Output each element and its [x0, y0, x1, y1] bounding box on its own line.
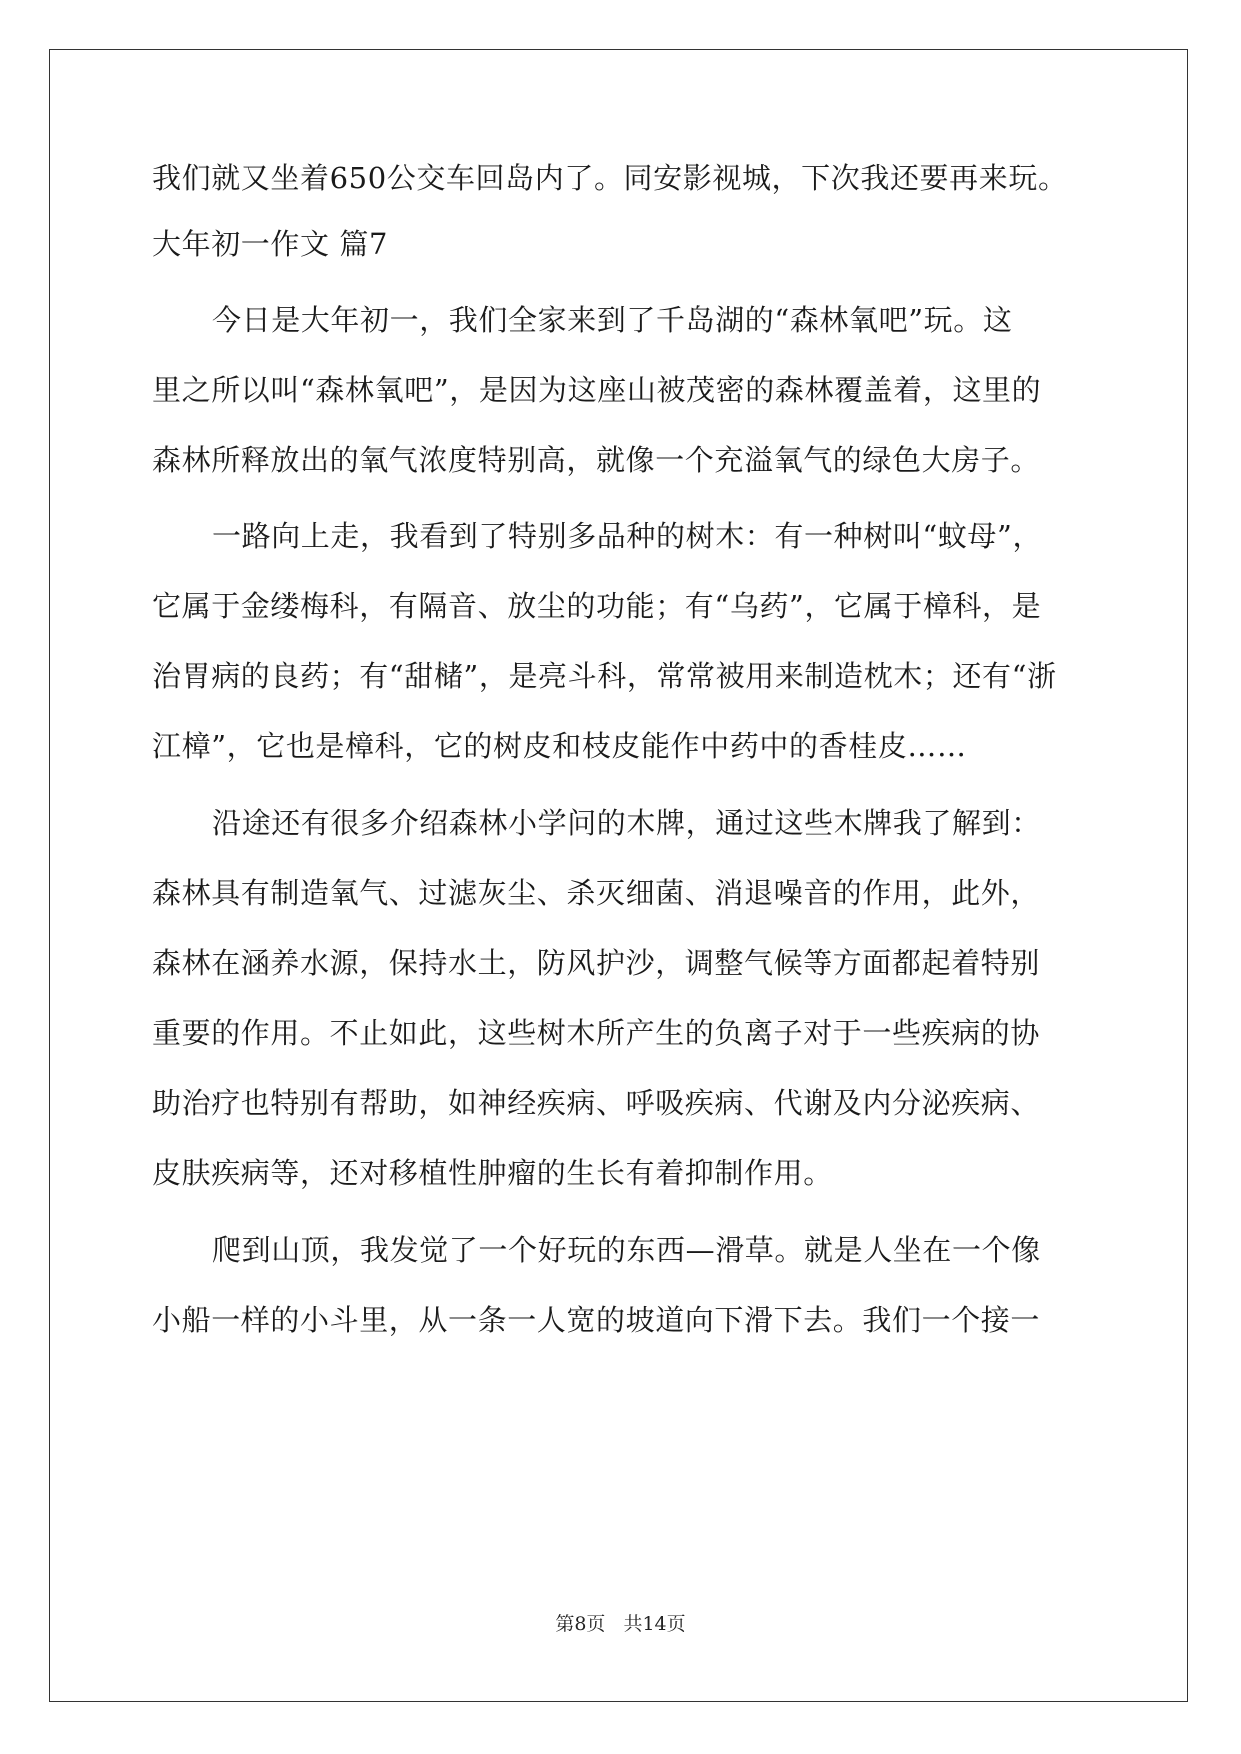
text-line: 一路向上走，我看到了特别多品种的树木：有一种树叫“蚊母”， [212, 519, 1043, 553]
text-line: 里之所以叫“森林氧吧”，是因为这座山被茂密的森林覆盖着，这里的 [152, 373, 1042, 407]
text-line: 森林在涵养水源，保持水土，防风护沙，调整气候等方面都起着特别 [152, 946, 1041, 980]
page-footer [0, 1609, 1241, 1636]
text-line: 助治疗也特别有帮助，如神经疾病、呼吸疾病、代谢及内分泌疾病、 [152, 1086, 1041, 1120]
text-line: 治胃病的良药；有“甜槠”，是亮斗科，常常被用来制造枕木；还有“浙 [152, 659, 1057, 693]
text-line: 江樟”，它也是樟科，它的树皮和枝皮能作中药中的香桂皮…… [152, 729, 967, 763]
section-heading: 大年初一作文 篇7 [152, 227, 389, 261]
text-line: 它属于金缕梅科，有隔音、放尘的功能；有“乌药”，它属于樟科，是 [152, 589, 1042, 623]
text-line: 爬到山顶，我发觉了一个好玩的东西—滑草。就是人坐在一个像 [212, 1233, 1041, 1267]
text-line: 森林具有制造氧气、过滤灰尘、杀灭细菌、消退噪音的作用，此外， [152, 876, 1041, 910]
text-line: 我们就又坐着650公交车回岛内了。同安影视城，下次我还要再来玩。 [152, 161, 1068, 195]
text-line: 今日是大年初一，我们全家来到了千岛湖的“森林氧吧”玩。这 [212, 303, 1013, 337]
text-line: 小船一样的小斗里，从一条一人宽的坡道向下滑下去。我们一个接一 [152, 1303, 1041, 1337]
text-line: 皮肤疾病等，还对移植性肿瘤的生长有着抑制作用。 [152, 1156, 833, 1190]
text-line: 重要的作用。不止如此，这些树木所产生的负离子对于一些疾病的协 [152, 1016, 1041, 1050]
text-line: 沿途还有很多介绍森林小学问的木牌，通过这些木牌我了解到： [212, 806, 1041, 840]
text-line: 森林所释放出的氧气浓度特别高，就像一个充溢氧气的绿色大房子。 [152, 443, 1041, 477]
page-number: 第8页 [555, 1613, 606, 1635]
page-total: 共14页 [623, 1613, 686, 1635]
